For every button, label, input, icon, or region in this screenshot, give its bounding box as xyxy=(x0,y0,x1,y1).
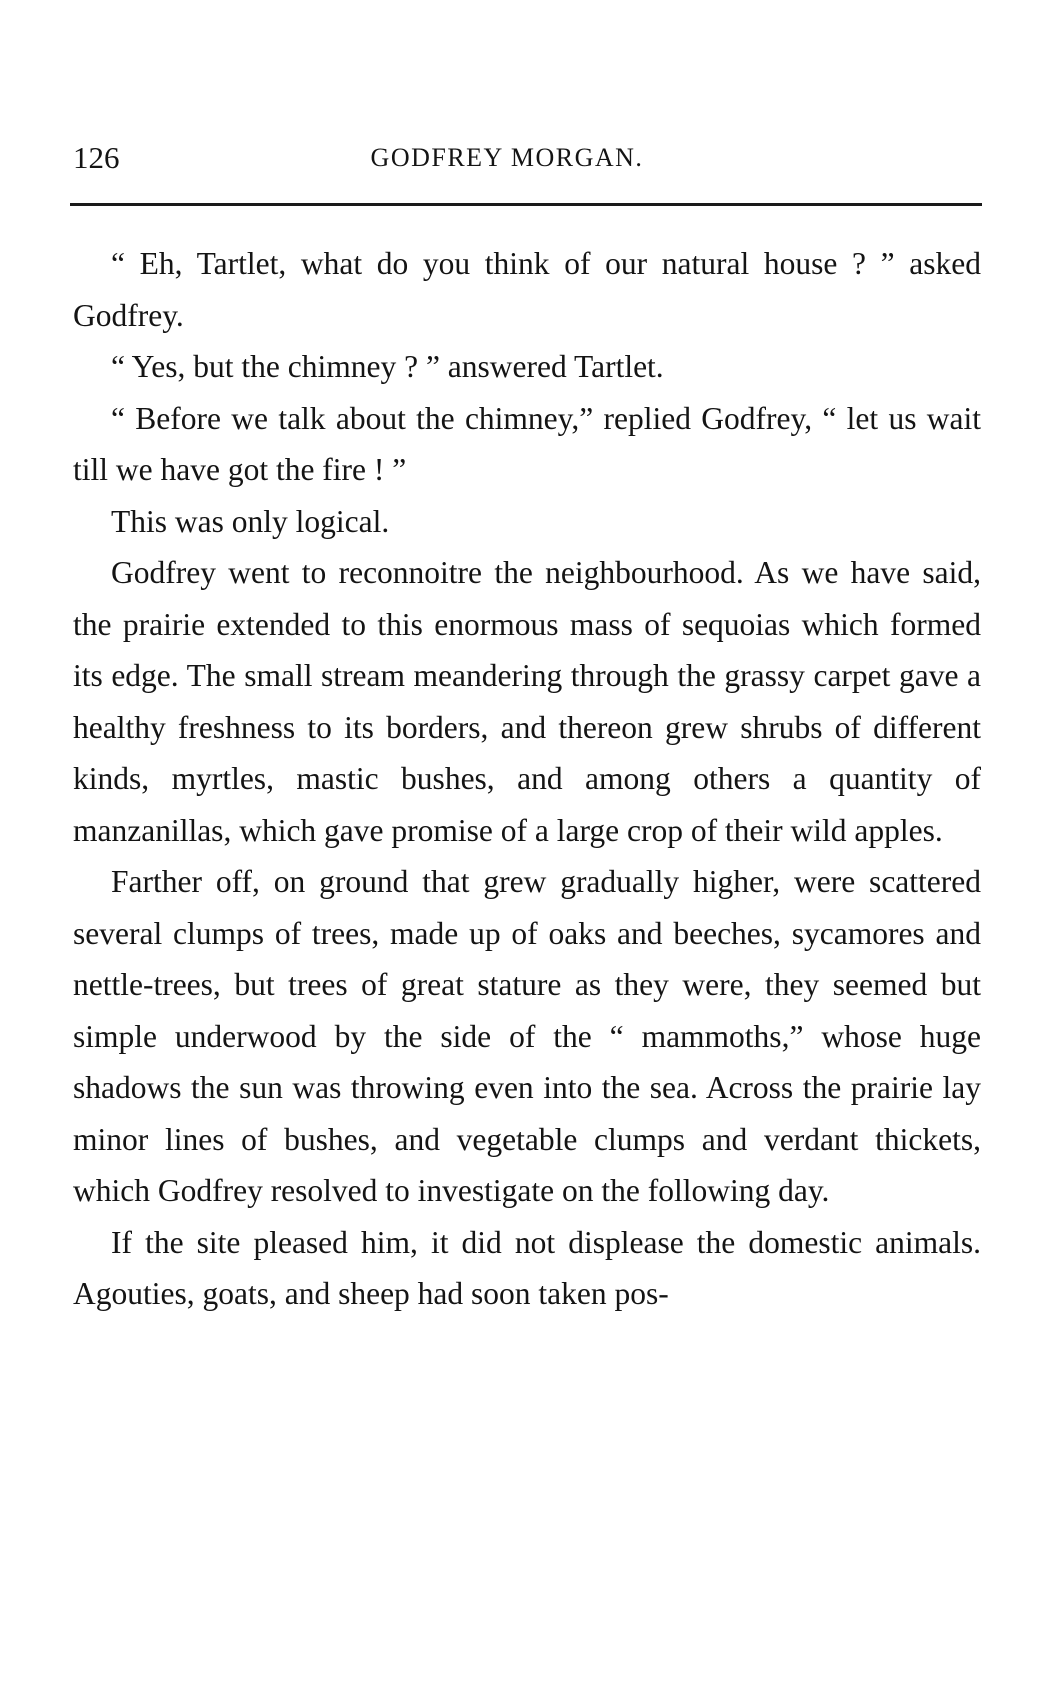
running-head xyxy=(73,138,981,178)
running-title: GODFREY MORGAN. xyxy=(370,143,644,172)
paragraph: “ Eh, Tartlet, what do you think of our natural house ? ” asked Godfrey. xyxy=(73,246,981,333)
paragraph: Godfrey went to reconnoitre the neighbourhood. As we have said, the prairie extended to this enormous mass of sequoias which formed its edge. The small stream meandering through the grassy carpet gave a healthy freshness to its borders, and thereon grew shrubs of different kinds, myrtles, mastic bushes, and among others a quantity of manzanillas, which gave promise of a large crop of their wild apples. xyxy=(73,555,981,848)
paragraph: This was only logical. xyxy=(111,503,390,539)
body-text xyxy=(73,238,981,1320)
page-number: 126 xyxy=(73,140,120,175)
paragraph: If the site pleased him, it did not displease the domestic animals. Agouties, goats, and sheep had soon taken pos- xyxy=(73,1224,981,1311)
paragraph: “ Before we talk about the chimney,” replied Godfrey, “ let us wait till we have got the fire ! ” xyxy=(73,400,981,487)
header-rule xyxy=(70,203,982,206)
paragraph: Farther off, on ground that grew gradually higher, were scattered several clumps of trees, made up of oaks and beeches, sycamores and nettle-trees, but trees of great stature as they were, they seemed but simple underwood by the side of the “ mammoths,” whose huge shadows the sun was throwing even into the sea. Across the prairie lay minor lines of bushes, and vegetable clumps and verdant thickets, which Godfrey resolved to investigate on the following day. xyxy=(73,864,981,1208)
paragraph: “ Yes, but the chimney ? ” answered Tartlet. xyxy=(111,349,664,384)
